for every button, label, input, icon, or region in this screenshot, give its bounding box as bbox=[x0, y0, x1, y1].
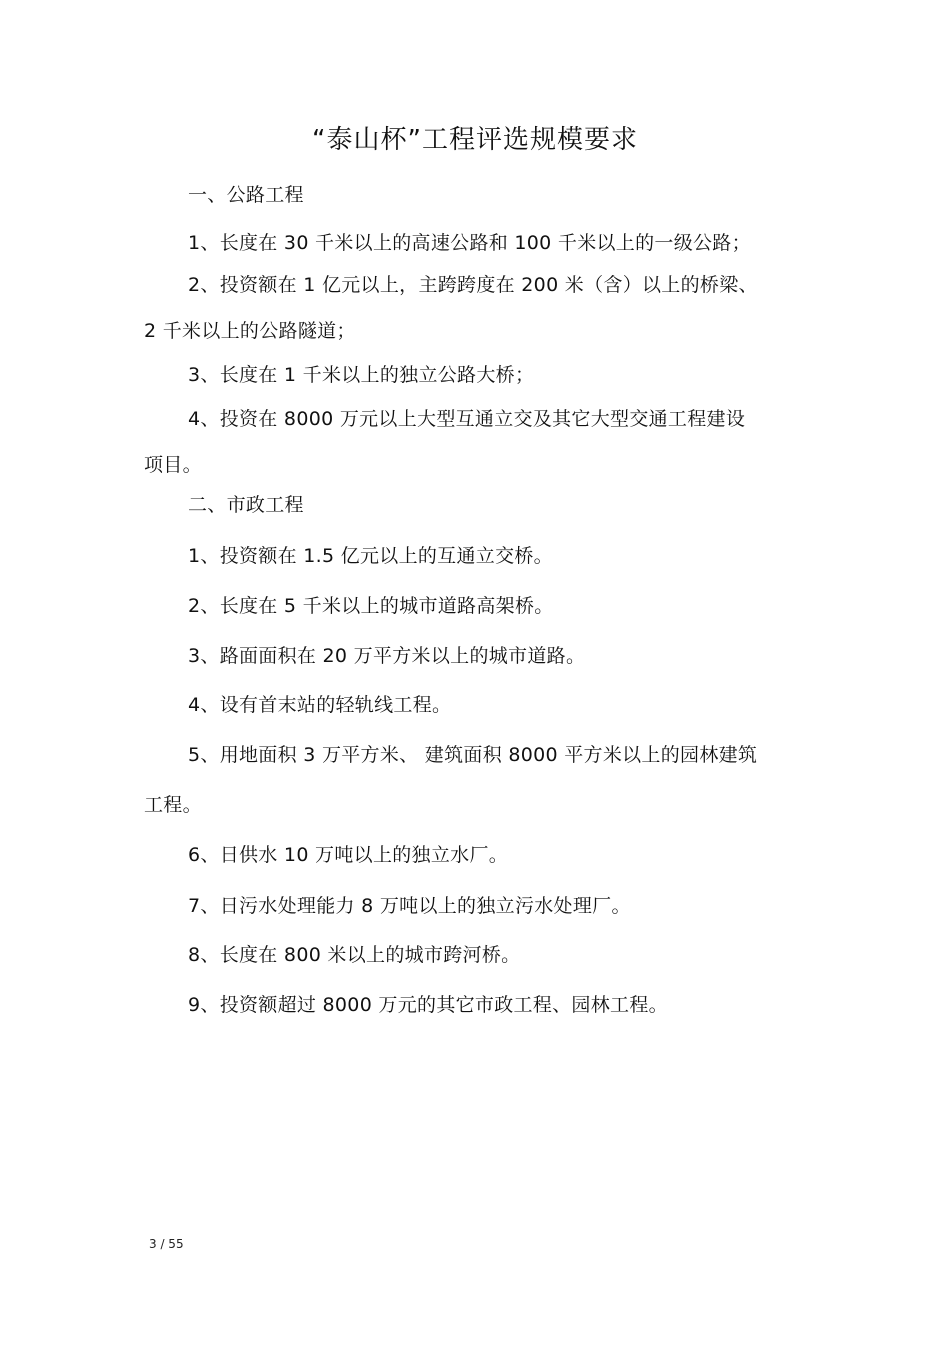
municipal-item-8: 8、长度在 800 米以上的城市跨河桥。 bbox=[188, 944, 521, 966]
municipal-item-3: 3、路面面积在 20 万平方米以上的城市道路。 bbox=[188, 645, 586, 667]
page-number: 3 / 55 bbox=[149, 1237, 184, 1251]
municipal-item-7: 7、日污水处理能力 8 万吨以上的独立污水处理厂。 bbox=[188, 895, 631, 917]
municipal-item-5: 5、用地面积 3 万平方米、 建筑面积 8000 平方米以上的园林建筑 bbox=[188, 744, 758, 766]
highway-item-2-continued: 2 千米以上的公路隧道； bbox=[144, 320, 356, 342]
section-heading-highway: 一、公路工程 bbox=[188, 184, 304, 206]
highway-item-2: 2、投资额在 1 亿元以上，主跨跨度在 200 米（含）以上的桥梁、 bbox=[188, 274, 758, 296]
highway-item-4: 4、投资在 8000 万元以上大型互通立交及其它大型交通工程建设 bbox=[188, 408, 746, 430]
municipal-item-6: 6、日供水 10 万吨以上的独立水厂。 bbox=[188, 844, 509, 866]
section-heading-municipal: 二、市政工程 bbox=[188, 494, 304, 516]
highway-item-1: 1、长度在 30 千米以上的高速公路和 100 千米以上的一级公路； bbox=[188, 232, 751, 254]
municipal-item-9: 9、投资额超过 8000 万元的其它市政工程、园林工程。 bbox=[188, 994, 668, 1016]
municipal-item-5-continued: 工程。 bbox=[144, 794, 202, 816]
highway-item-4-continued: 项目。 bbox=[144, 454, 202, 476]
municipal-item-1: 1、投资额在 1.5 亿元以上的互通立交桥。 bbox=[188, 545, 553, 567]
document-title: “泰山杯”工程评选规模要求 bbox=[312, 125, 638, 155]
municipal-item-4: 4、设有首末站的轻轨线工程。 bbox=[188, 694, 452, 716]
highway-item-3: 3、长度在 1 千米以上的独立公路大桥； bbox=[188, 364, 535, 386]
municipal-item-2: 2、长度在 5 千米以上的城市道路高架桥。 bbox=[188, 595, 554, 617]
